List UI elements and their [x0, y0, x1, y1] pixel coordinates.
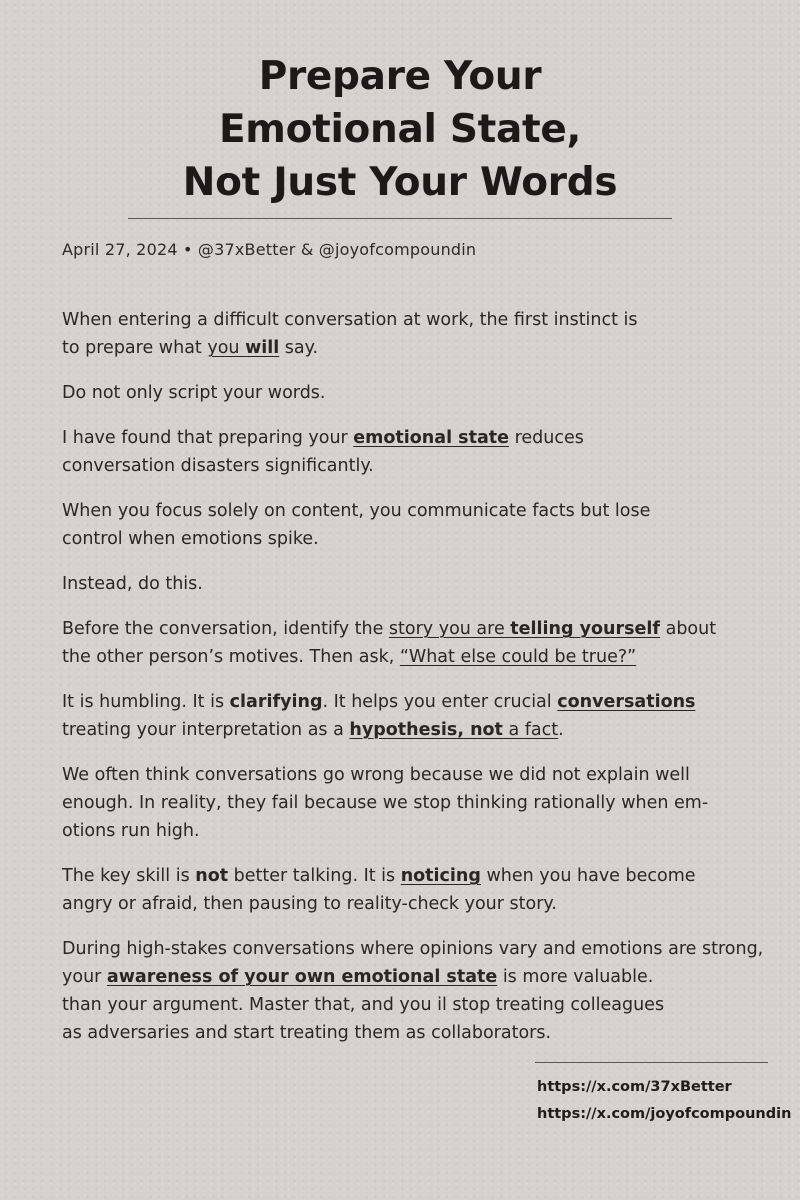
p7-text: . It helps you enter crucial: [322, 692, 558, 712]
paragraph-9: [62, 862, 782, 918]
link-37xbetter[interactable]: https://x.com/37xBetter: [537, 1079, 732, 1095]
dateline: April 27, 2024 • @37xBetter & @joyofcompoundin: [62, 240, 477, 259]
p9-bold: not: [195, 866, 229, 886]
p10-text: During high-stakes conversations where opinions vary and emotions are strong,: [62, 939, 764, 959]
p9-emphasis: noticing: [400, 866, 481, 886]
p6-underline: story you are: [388, 619, 511, 639]
paragraph-6: [62, 615, 782, 671]
p7-emphasis: conversations: [557, 692, 696, 712]
p7-text: treating your interpretation as a: [62, 720, 350, 740]
p1-text: When entering a difficult conversation at work, the first instinct is: [62, 310, 638, 330]
title-line-1: Prepare Your: [258, 54, 542, 99]
paragraph-5: Instead, do this.: [62, 574, 203, 594]
p6-text: about: [660, 619, 717, 639]
paragraph-2: Do not only script your words.: [62, 383, 326, 403]
p8-text: We often think conversations go wrong because we did not explain well: [62, 765, 690, 785]
footer-divider: [535, 1062, 768, 1063]
p7-text: It is humbling. It is: [62, 692, 230, 712]
paragraph-8: [62, 761, 782, 845]
p10-emphasis: awareness of your own emotional state: [106, 967, 498, 987]
p6-question: “What else could be true?”: [399, 647, 637, 667]
page-title: [0, 50, 800, 209]
p6-emphasis: telling yourself: [510, 619, 661, 639]
paragraph-1: [62, 306, 782, 362]
p1-text: say.: [279, 338, 319, 358]
p3-text: reduces: [509, 428, 584, 448]
paragraph-10: [62, 935, 782, 1047]
p10-text: as adversaries and start treating them as collaborators.: [62, 1023, 552, 1043]
p1-underline: you: [207, 338, 246, 358]
paragraph-3: [62, 424, 782, 480]
p10-text: than your argument. Master that, and you il stop treating colleagues: [62, 995, 665, 1015]
p7-underline: a fact: [502, 720, 559, 740]
title-line-2: Emotional State,: [218, 107, 582, 152]
title-divider: [128, 218, 672, 219]
p9-text: better talking. It is: [228, 866, 401, 886]
p9-text: The key skill is: [62, 866, 196, 886]
p3-text: conversation disasters significantly.: [62, 456, 374, 476]
p4-text: control when emotions spike.: [62, 529, 319, 549]
p6-text: Before the conversation, identify the: [62, 619, 389, 639]
p3-emphasis: emotional state: [353, 428, 509, 448]
p4-text: When you focus solely on content, you communicate facts but lose: [62, 501, 651, 521]
footer-links: [537, 1074, 791, 1128]
p6-text: the other person’s motives. Then ask,: [62, 647, 400, 667]
p7-emphasis: hypothesis, not: [349, 720, 503, 740]
p8-text: otions run high.: [62, 821, 200, 841]
paragraph-7: [62, 688, 782, 744]
title-line-3: Not Just Your Words: [182, 160, 618, 205]
p1-emphasis: will: [245, 338, 280, 358]
article-body: [62, 306, 782, 1061]
p3-text: I have found that preparing your: [62, 428, 354, 448]
p10-text: your: [62, 967, 107, 987]
p7-bold: clarifying: [229, 692, 323, 712]
p9-text: when you have become: [480, 866, 696, 886]
p9-text: angry or afraid, then pausing to reality-check your story.: [62, 894, 557, 914]
p1-text: to prepare what: [62, 338, 208, 358]
p10-text: is more valuable.: [497, 967, 654, 987]
p7-text: .: [558, 720, 564, 740]
p8-text: enough. In reality, they fail because we stop thinking rationally when em-: [62, 793, 709, 813]
paragraph-4: [62, 497, 782, 553]
link-joyofcompoundin[interactable]: https://x.com/joyofcompoundin: [537, 1106, 792, 1122]
